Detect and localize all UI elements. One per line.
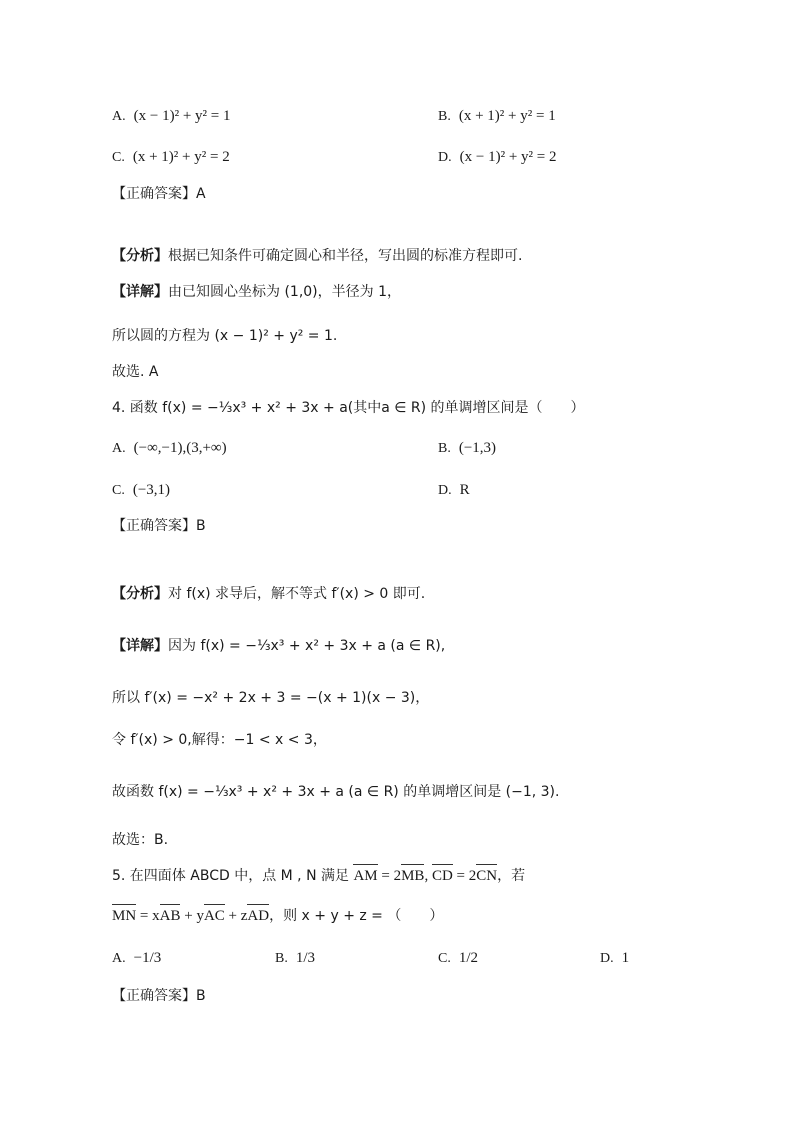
q5-answer: 【正确答案】B — [112, 988, 206, 1004]
option-label: D. — [438, 150, 452, 165]
option-expr: (−3,1) — [132, 482, 171, 498]
q4-detail-2: 所以 f′(x) = −x² + 2x + 3 = −(x + 1)(x − 3)， — [112, 690, 430, 706]
vector-mn: MN — [112, 908, 137, 924]
analysis-text: 对 f(x) 求导后，解不等式 f′(x) > 0 即可. — [168, 586, 426, 602]
stem-text: ，若 — [497, 868, 526, 884]
analysis-tag: 【分析】 — [112, 248, 168, 264]
vector-ab: AB — [159, 908, 181, 924]
q3-conclusion: 故选. A — [112, 364, 159, 380]
stem-text: ，则 x + y + z = （ ） — [269, 908, 444, 924]
option-label: B. — [275, 951, 288, 966]
analysis-text: 根据已知条件可确定圆心和半径，写出圆的标准方程即可. — [168, 248, 523, 264]
q5-option-d — [600, 948, 629, 969]
q5-stem-line-1 — [112, 866, 525, 886]
vector-ad: AD — [247, 908, 270, 924]
q4-detail-1 — [112, 636, 445, 656]
q4-option-c — [112, 480, 170, 501]
detail-text: 因为 f(x) = −⅓x³ + x² + 3x + a (a ∈ R), — [168, 638, 446, 654]
stem-text: = 2 — [377, 868, 402, 884]
vector-am: AM — [353, 868, 378, 884]
q3-option-d — [438, 147, 557, 168]
q3-detail-2: 所以圆的方程为 (x − 1)² + y² = 1. — [112, 328, 338, 344]
option-label: D. — [438, 483, 452, 498]
detail-tag: 【详解】 — [112, 638, 168, 654]
option-expr: −1/3 — [133, 950, 162, 966]
option-label: A. — [112, 441, 126, 456]
detail-tag: 【详解】 — [112, 284, 168, 300]
q4-option-b — [438, 438, 496, 459]
vector-ac: AC — [203, 908, 225, 924]
q5-option-a — [112, 948, 161, 969]
q3-detail-1 — [112, 282, 401, 302]
q4-analysis — [112, 584, 425, 604]
option-label: D. — [600, 951, 614, 966]
vector-cn: CN — [476, 868, 498, 884]
stem-text: + z — [224, 908, 248, 924]
option-expr: 1/2 — [458, 950, 479, 966]
option-expr: (−1,3) — [458, 440, 497, 456]
vector-mb: MB — [401, 868, 425, 884]
stem-text: + y — [180, 908, 204, 924]
stem-text: = x — [136, 908, 160, 924]
option-expr: (x + 1)² + y² = 1 — [458, 108, 556, 124]
option-label: C. — [112, 483, 125, 498]
q3-option-b — [438, 106, 556, 127]
q5-option-c — [438, 948, 478, 969]
q4-stem: 4. 函数 f(x) = −⅓x³ + x² + 3x + a(其中a ∈ R) 的单调增区间是（ ） — [112, 400, 585, 416]
option-label: A. — [112, 951, 126, 966]
analysis-tag: 【分析】 — [112, 586, 168, 602]
option-expr: 1/3 — [295, 950, 316, 966]
option-expr: (x + 1)² + y² = 2 — [132, 149, 230, 165]
q4-option-d — [438, 480, 470, 501]
q4-conclusion: 故选：B. — [112, 832, 169, 848]
q5-option-b — [275, 948, 315, 969]
option-label: C. — [438, 951, 451, 966]
option-expr: R — [459, 482, 470, 498]
stem-text: 5. 在四面体 ABCD 中，点 M , N 满足 — [112, 868, 354, 884]
option-label: B. — [438, 441, 451, 456]
q4-detail-3: 令 f′(x) > 0,解得：−1 < x < 3， — [112, 732, 327, 748]
option-label: B. — [438, 109, 451, 124]
q5-stem-line-2 — [112, 906, 443, 926]
q3-option-a — [112, 106, 231, 127]
vector-cd: CD — [431, 868, 453, 884]
q4-answer: 【正确答案】B — [112, 518, 206, 534]
option-expr: (−∞,−1),(3,+∞) — [133, 440, 227, 456]
q3-option-c — [112, 147, 230, 168]
q3-analysis — [112, 246, 522, 266]
detail-text: 由已知圆心坐标为 (1,0)，半径为 1， — [168, 284, 401, 300]
q4-detail-4: 故函数 f(x) = −⅓x³ + x² + 3x + a (a ∈ R) 的单调增区间是 (−1, 3). — [112, 784, 560, 800]
q4-option-a — [112, 438, 227, 459]
q3-answer: 【正确答案】A — [112, 186, 206, 202]
option-expr: (x − 1)² + y² = 2 — [459, 149, 557, 165]
option-expr: (x − 1)² + y² = 1 — [133, 108, 231, 124]
stem-text: = 2 — [452, 868, 477, 884]
stem-text: , — [424, 868, 432, 884]
option-label: C. — [112, 150, 125, 165]
option-label: A. — [112, 109, 126, 124]
option-expr: 1 — [621, 950, 630, 966]
